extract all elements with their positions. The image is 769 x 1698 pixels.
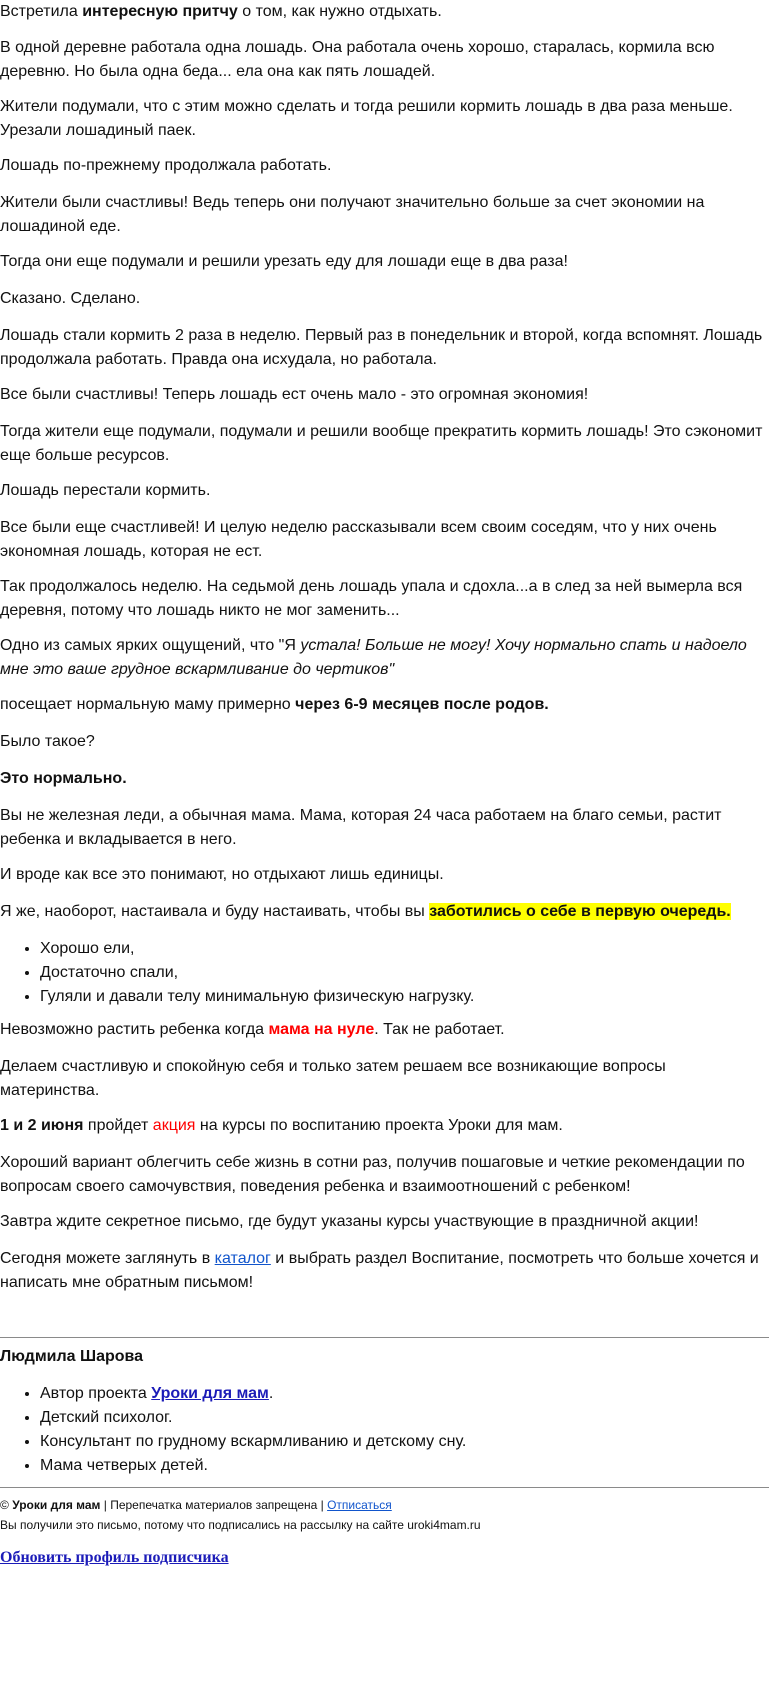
project-link[interactable]: Уроки для мам bbox=[151, 1385, 269, 1402]
list-item: • Хорошо ели, bbox=[40, 937, 474, 961]
paragraph: Лошадь стали кормить 2 раза в неделю. Первый раз в понедельник и второй, когда вспомнят. Лошадь продолжала работать. Правда она исхудала, но работала. bbox=[0, 327, 763, 368]
bold-text: интересную притчу bbox=[82, 3, 238, 20]
paragraph: И вроде как все это понимают, но отдыхают лишь единицы. bbox=[0, 866, 444, 883]
paragraph: Делаем счастливую и спокойную себя и только затем решаем все возникающие вопросы материнства. bbox=[0, 1058, 666, 1099]
quote-paragraph bbox=[0, 634, 769, 682]
text: Автор проекта bbox=[40, 1385, 152, 1402]
text: Сегодня можете заглянуть в bbox=[0, 1250, 215, 1267]
author-name: Людмила Шарова bbox=[0, 1348, 144, 1365]
paragraph: Хороший вариант облегчить себе жизнь в сотни раз, получив пошаговые и четкие рекомендации по вопросам своего самочувствия, поведения ребенка и взаимоотношений с ребенком! bbox=[0, 1154, 745, 1195]
list-item bbox=[40, 1382, 466, 1406]
footer-divider bbox=[0, 1487, 769, 1488]
text: . bbox=[268, 1385, 274, 1402]
paragraph: Вы не железная леди, а обычная мама. Мама, которая 24 часа работаем на благо семьи, растит ребенка и вкладывается в него. bbox=[0, 807, 722, 848]
bold-text: Это нормально. bbox=[0, 770, 127, 787]
paragraph: Тогда они еще подумали и решили урезать еду для лошади еще в два раза! bbox=[0, 253, 568, 270]
paragraph: Жители были счастливы! Ведь теперь они получают значительно больше за счет экономии на лошадиной еде. bbox=[0, 194, 705, 235]
paragraph: Так продолжалось неделю. На седьмой день лошадь упала и сдохла...а в след за ней вымерла вся деревня, потому что лошадь никто не мог заменить... bbox=[0, 578, 743, 619]
promo-word: акция bbox=[152, 1117, 196, 1134]
promo-date: 1 и 2 июня bbox=[0, 1117, 84, 1134]
red-bold-text: мама на нуле bbox=[268, 1021, 375, 1038]
paragraph bbox=[0, 900, 731, 924]
paragraph: Лошадь по-прежнему продолжала работать. bbox=[0, 157, 332, 174]
catalog-link[interactable]: каталог bbox=[214, 1250, 271, 1267]
paragraph: Все были еще счастливей! И целую неделю рассказывали всем своим соседям, что у них очень экономная лошадь, которая не ест. bbox=[0, 519, 717, 560]
text: на курсы по воспитанию проекта Уроки для мам. bbox=[195, 1117, 563, 1134]
italic-quote: устала! Больше не могу! Хочу нормально спать и надоело мне это ваше грудное вскармливание до чертиков" bbox=[0, 637, 747, 678]
paragraph bbox=[0, 1247, 769, 1295]
signature-name bbox=[0, 1345, 143, 1369]
bold-paragraph bbox=[0, 767, 127, 791]
paragraph bbox=[0, 693, 549, 717]
text: Невозможно растить ребенка когда bbox=[0, 1021, 269, 1038]
text: и выбрать раздел Воспитание, посмотреть что больше хочется и написать мне обратным письмом! bbox=[0, 1250, 759, 1291]
paragraph: Завтра ждите секретное письмо, где будут указаны курсы участвующие в праздничной акции! bbox=[0, 1213, 699, 1230]
signature-list bbox=[0, 1382, 466, 1478]
footer-line bbox=[0, 1497, 392, 1513]
paragraph: Лошадь перестали кормить. bbox=[0, 482, 211, 499]
text: о том, как нужно отдыхать. bbox=[237, 3, 442, 20]
list-item: • Гуляли и давали телу минимальную физическую нагрузку. bbox=[40, 985, 474, 1009]
list-item: • Детский психолог. bbox=[40, 1406, 466, 1430]
list-item: • Мама четверых детей. bbox=[40, 1454, 466, 1478]
text: Я же, наоборот, настаивала и буду настаивать, чтобы вы bbox=[0, 903, 430, 920]
footer-brand: Уроки для мам bbox=[12, 1498, 101, 1512]
text: Одно из самых ярких ощущений, что "Я bbox=[0, 637, 301, 654]
text: посещает нормальную маму примерно bbox=[0, 696, 296, 713]
bold-text: через 6-9 месяцев после родов. bbox=[295, 696, 549, 713]
text: Встретила bbox=[0, 3, 83, 20]
intro-paragraph bbox=[0, 0, 442, 24]
paragraph bbox=[0, 1018, 505, 1042]
unsubscribe-link[interactable]: Отписаться bbox=[327, 1498, 392, 1512]
footer-notice: Вы получили это письмо, потому что подписались на рассылку на сайте uroki4mam.ru bbox=[0, 1518, 481, 1532]
copyright-sign: © bbox=[0, 1498, 13, 1512]
paragraph: Все были счастливы! Теперь лошадь ест очень мало - это огромная экономия! bbox=[0, 386, 589, 403]
footer-text: | Перепечатка материалов запрещена | bbox=[100, 1498, 328, 1512]
selfcare-list bbox=[0, 937, 474, 1009]
highlighted-text: заботились о себе в первую очередь. bbox=[429, 903, 731, 920]
promo-paragraph bbox=[0, 1114, 563, 1138]
text: . Так не работает. bbox=[374, 1021, 505, 1038]
paragraph: Было такое? bbox=[0, 733, 95, 750]
text: пройдет bbox=[83, 1117, 153, 1134]
update-profile-link[interactable]: Обновить профиль подписчика bbox=[0, 1549, 229, 1566]
paragraph: Жители подумали, что с этим можно сделать и тогда решили кормить лошадь в два раза меньше. Урезали лошадиный паек. bbox=[0, 98, 733, 139]
list-item: • Консультант по грудному вскармливанию и детскому сну. bbox=[40, 1430, 466, 1454]
signature-divider bbox=[0, 1337, 769, 1338]
paragraph: Сказано. Сделано. bbox=[0, 290, 141, 307]
paragraph: Тогда жители еще подумали, подумали и решили вообще прекратить кормить лошадь! Это сэкономит еще больше ресурсов. bbox=[0, 423, 763, 464]
list-item: • Достаточно спали, bbox=[40, 961, 474, 985]
paragraph: В одной деревне работала одна лошадь. Она работала очень хорошо, старалась, кормила всю деревню. Но была одна беда... ела она как пять лошадей. bbox=[0, 39, 715, 80]
